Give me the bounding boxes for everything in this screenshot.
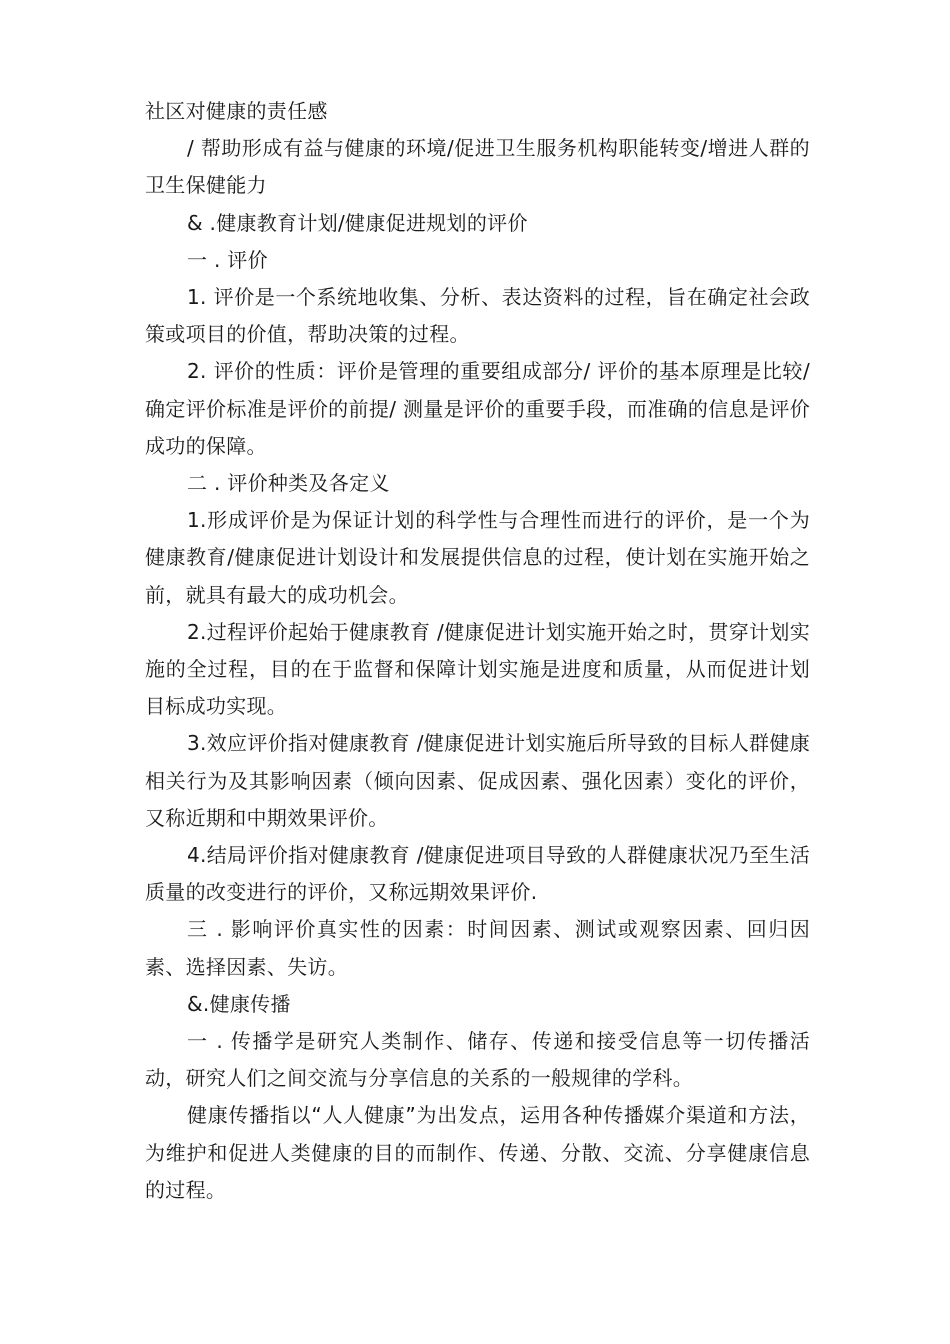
- paragraph-health-communication-definition: 健康传播指以“人人健康”为出发点，运用各种传播媒介渠道和方法，为维护和促进人类健康的目的而制作、传递、分散、交流、分享健康信息的过程。: [145, 1103, 810, 1202]
- paragraph-process-evaluation: 2.过程评价起始于健康教育 /健康促进计划实施开始之时，贯穿计划实施的全过程，目的在于监督和保障计划实施是进度和质量，从而促进计划目标成功实现。: [145, 619, 810, 719]
- paragraph-impact-evaluation: 3.效应评价指对健康教育 /健康促进计划实施后所导致的目标人群健康相关行为及其影响因素（倾向因素、促成因素、强化因素）变化的评价，又称近期和中期效果评价。: [145, 731, 810, 830]
- paragraph-outcome-evaluation: 4.结局评价指对健康教育 /健康促进项目导致的人群健康状况乃至生活质量的改变进行的评价，又称远期效果评价.: [145, 843, 810, 905]
- paragraph-environment: / 帮助形成有益与健康的环境/促进卫生服务机构职能转变/增进人群的卫生保健能力: [145, 136, 810, 198]
- paragraph-community-responsibility: 社区对健康的责任感: [145, 99, 328, 123]
- subheading-evaluation: 一 . 评价: [187, 247, 268, 272]
- paragraph-communication-science: 一 . 传播学是研究人类制作、储存、传递和接受信息等一切传播活动，研究人们之间交流与分享信息的关系的一般规律的学科。: [145, 1029, 810, 1091]
- section-heading-health-communication: &.健康传播: [187, 991, 291, 1016]
- paragraph-formative-evaluation: 1.形成评价是为保证计划的科学性与合理性而进行的评价，是一个为健康教育/健康促进计划设计和发展提供信息的过程，使计划在实施开始之前，就具有最大的成功机会。: [145, 508, 810, 607]
- document-body: [145, 93, 810, 1209]
- paragraph-evaluation-definition: 1. 评价是一个系统地收集、分析、表达资料的过程，旨在确定社会政策或项目的价值，帮助决策的过程。: [145, 285, 810, 347]
- subheading-evaluation-types: 二 . 评价种类及各定义: [187, 471, 390, 496]
- paragraph-validity-factors: 三 . 影响评价真实性的因素：时间因素、测试或观察因素、回归因素、选择因素、失访。: [145, 917, 810, 979]
- section-heading-evaluation: & .健康教育计划/健康促进规划的评价: [187, 210, 528, 235]
- paragraph-evaluation-nature: 2. 评价的性质：评价是管理的重要组成部分/ 评价的基本原理是比较/ 确定评价标准是评价的前提/ 测量是评价的重要手段，而准确的信息是评价成功的保障。: [145, 359, 810, 458]
